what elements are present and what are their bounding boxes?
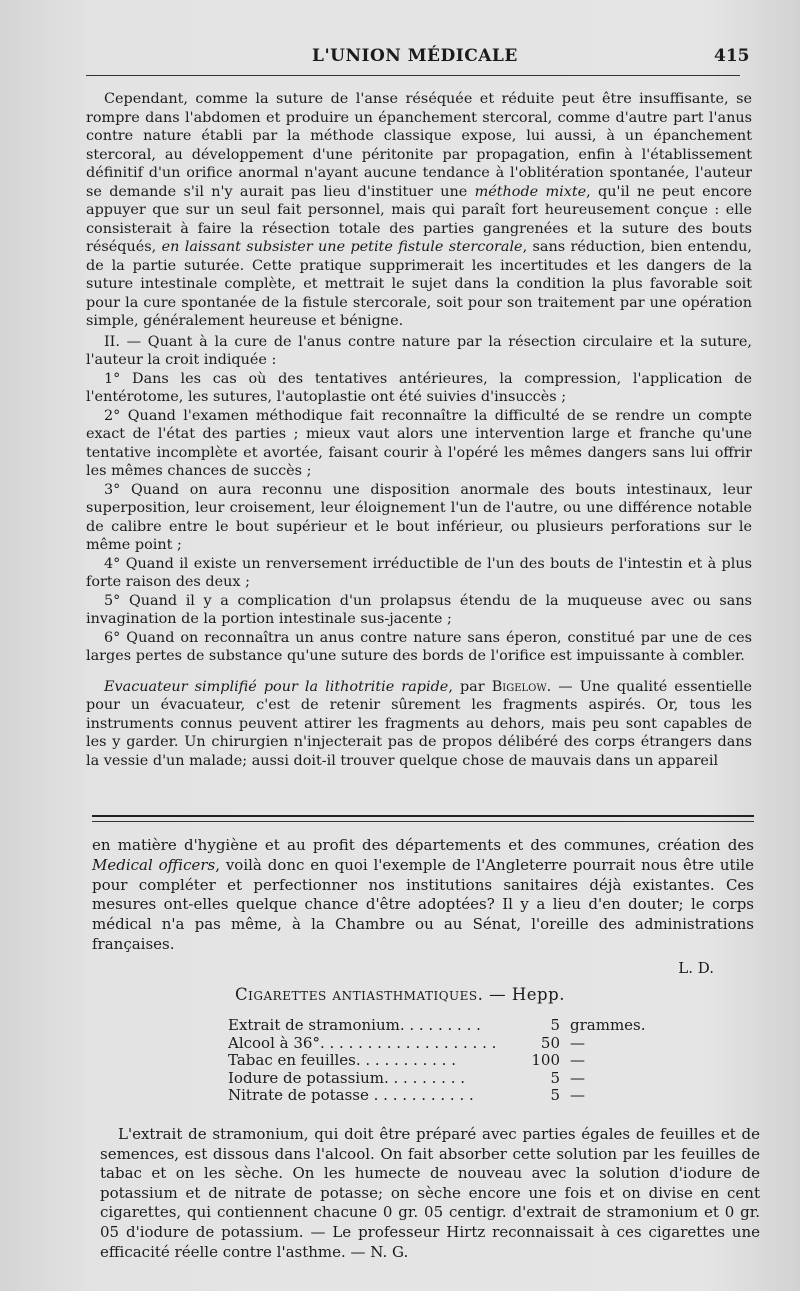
ingredient-unit: — [570, 1051, 585, 1070]
formula-paragraph: L'extrait de stramonium, qui doit être préparé avec parties égales de feuilles et de semences, est dissous dans l'alcool. On fait absorber cette solution par les feuilles de tabac et on les sèche. On les humecte de nouveau avec la solution d'iodure de potassium et de nitrate de potasse; on sèche encore une fois et on divise en cent cigarettes, qui contiennent chacune 0 gr. 05 centigr. d'extrait de stramonium et 0 gr. 05 d'iodure de potassium. — Le professeur Hirtz reconnaissait à ces cigarettes une efficacité réelle contre l'asthme. — N. G. [100, 1125, 760, 1261]
list-item-indication: 6° Quand on reconnaîtra un anus contre nature sans éperon, constitué par une de ces larges pertes de substance qu'une suture des bords de l'orifice est impuissante à combler. [86, 629, 752, 664]
signature: L. D. [678, 958, 714, 977]
ingredient-quantity: 5 [550, 1086, 560, 1105]
ingredient-unit: — [570, 1086, 585, 1105]
ingredient-unit: — [570, 1033, 585, 1052]
list-item-indication: 5° Quand il y a complication d'un prolapsus étendu de la muqueuse avec ou sans invagination de la portion intestinale sus-jacente ; [86, 592, 752, 627]
feuilleton-rule-thick [92, 815, 754, 817]
page-header [0, 46, 800, 72]
ingredient-name: Iodure de potassium. . . . . . . . . [228, 1069, 466, 1087]
feuilleton-rule-thin [92, 821, 754, 822]
paragraph-section-ii: II. — Quant à la cure de l'anus contre nature par la résection circulaire et la suture, l'auteur la croit indiquée : [86, 333, 752, 368]
list-item-indication: 3° Quand on aura reconnu une disposition anormale des bouts intestinaux, leur superposition, leur croisement, leur éloignement l'un de l'autre, ou une différence notable de calibre entre le bout supérieur et le bout inférieur, ou plusieurs perforations sur le même point ; [86, 481, 752, 553]
feuilleton-section [92, 836, 754, 979]
formula-author: Hepp [511, 985, 560, 1004]
list-item-indication: 1° Dans les cas où des tentatives antérieures, la compression, l'application de l'entérotome, les sutures, l'autoplastie ont été suivies d'insuccès ; [86, 370, 752, 405]
author-bigelow: Bigelow [491, 678, 547, 695]
paragraph-methode-mixte: Cependant, comme la suture de l'anse réséquée et réduite peut être insuffisante, se rompre dans l'abdomen et produire un épanchement stercoral, comme d'autre part l'anus contre nature établi par la méthode classique expose, lui aussi, à un épanchement stercoral, au développement d'une péritonite par propagation, enfin à l'établissement définitif d'un orifice anormal n'ayant aucune tendance à l'oblitération spontanée, l'auteur se demande s'il n'y aurait pas lieu d'instituer une méthode mixte, qu'il ne peut encore appuyer que sur un seul fait personnel, mais qui paraît fort heureusement conçue : elle consisterait à faire la résection totale des parties gangrenées et la suture des bouts réséqués, en laissant subsister une petite fistule stercorale, sans réduction, bien entendu, de la partie suturée. Cette pratique supprimerait les incertitudes et les dangers de la suture intestinale complète, et mettrait le sujet dans la condition la plus favorable soit pour la cure spontanée de la fistule stercorale, soit pour son traitement par une opération simple, généralement heureuse et bénigne. [86, 91, 753, 329]
formula-instructions [100, 1125, 760, 1262]
header-rule [86, 75, 740, 76]
page-number: 415 [714, 46, 750, 66]
emphasis-medical-officers: Medical officers [92, 855, 216, 874]
formula-title: Cigarettes antiasthmatiques. — Hepp. [235, 985, 565, 1004]
ingredient-name: Extrait de stramonium. . . . . . . . . [228, 1017, 481, 1034]
list-item-indication: 2° Quand l'examen méthodique fait reconnaître la difficulté de se rendre un compte exact de l'état des parties ; mieux vaut alors une intervention large et franche qu'une tentative incomplète et avortée, faisant courir à l'opéré les mêmes dangers sans lui offrir les mêmes chances de succès ; [86, 407, 752, 479]
ingredient-name: Tabac en feuilles. . . . . . . . . . . [228, 1052, 456, 1070]
emphasis-fistule: en laissant subsister une petite fistule stercorale [161, 239, 523, 255]
list-item-indication: 4° Quand il existe un renversement irréductible de l'un des bouts de l'intestin et à plus forte raison des deux ; [86, 555, 752, 590]
formula-row [228, 1087, 648, 1105]
article-body [86, 90, 752, 770]
formula-row [228, 1052, 648, 1070]
ingredient-unit: — [570, 1068, 585, 1087]
ingredient-quantity: 5 [550, 1068, 560, 1087]
ingredient-quantity: 5 [550, 1016, 560, 1034]
ingredient-name: Nitrate de potasse . . . . . . . . . . . [228, 1087, 474, 1105]
formula-row [228, 1035, 648, 1053]
emphasis-evacuateur-title: Evacuateur simplifié pour la lithotritie rapide [104, 678, 449, 695]
emphasis-methode-mixte: méthode mixte [474, 183, 587, 200]
ingredient-unit: grammes. [570, 1016, 646, 1034]
feuilleton-paragraph: en matière d'hygiène et au profit des départements et des communes, création des Medical officers, voilà donc en quoi l'exemple de l'Angleterre pourrait nous être utile pour compléter et perfectionner nos institutions sanitaires déjà existantes. Ces mesures ont-elles quelque chance d'être adoptées? Il y a lieu d'en douter; le corps médical n'a pas même, à la Chambre ou au Sénat, l'oreille des administrations françaises. [92, 836, 754, 953]
formula-table [228, 1017, 648, 1105]
formula-row [228, 1070, 648, 1088]
ingredient-quantity: 50 [540, 1033, 560, 1052]
ingredient-name: Alcool à 36°. . . . . . . . . . . . . . . . . . . [228, 1034, 497, 1052]
ingredient-quantity: 100 [531, 1051, 560, 1070]
formula-row [228, 1017, 648, 1035]
paragraph-evacuateur: Evacuateur simplifié pour la lithotritie rapide, par Bigelow. — Une qualité essentielle pour un évacuateur, c'est de retenir sûrement les fragments aspirés. Or, tous les instruments connus peuvent attirer les fragments au dehors, mais peu sont capables de les y garder. Un chirurgien n'injecterait pas de propos délibéré des corps étrangers dans la vessie d'un malade; aussi doit-il trouver quelque chose de mauvais dans un appareil [86, 678, 753, 769]
running-title: L'UNION MÉDICALE [312, 46, 518, 66]
